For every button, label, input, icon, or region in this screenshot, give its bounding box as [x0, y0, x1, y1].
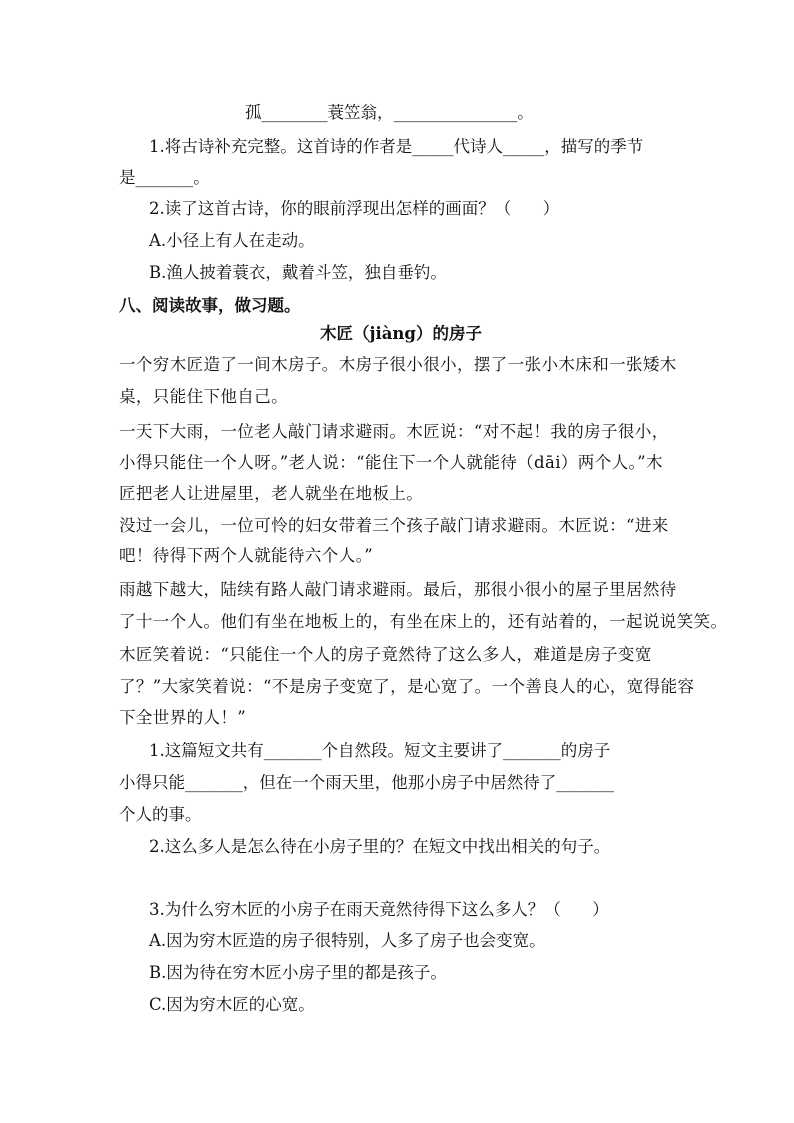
story-p5-line3: 下全世界的人！” — [119, 708, 247, 727]
story-p3-line1: 没过一会儿，一位可怜的妇女带着三个孩子敲门请求避雨。木匠说：“进来 — [119, 516, 669, 535]
section-8-heading: 八、阅读故事，做习题。 — [119, 296, 301, 315]
story-p1-line2: 桌，只能住下他自己。 — [119, 387, 288, 406]
s8-question-1-line1: 1.这篇短文共有_______个自然段。短文主要讲了_______的房子 — [149, 741, 611, 760]
poem-last-line: 孤________蓑笠翁，_______________。 — [245, 103, 534, 122]
s8-option-c: C.因为穷木匠的心宽。 — [149, 995, 315, 1014]
story-p2-line3: 匠把老人让进屋里，老人就坐在地板上。 — [119, 484, 424, 503]
story-p2-line1: 一天下大雨，一位老人敲门请求避雨。木匠说：“对不起！我的房子很小， — [119, 422, 669, 441]
story-p5-line1: 木匠笑着说：“只能住一个人的房子竟然待了这么多人，难道是房子变宽 — [119, 645, 652, 664]
s8-question-2: 2.这么多人是怎么待在小房子里的？在短文中找出相关的句子。 — [149, 837, 611, 856]
s8-question-3: 3.为什么穷木匠的小房子在雨天竟然待得下这么多人？（ ） — [149, 900, 609, 919]
q7-question-2: 2.读了这首古诗，你的眼前浮现出怎样的画面？（ ） — [149, 199, 560, 218]
s8-question-1-line2: 小得只能_______，但在一个雨天里，他那小房子中居然待了_______ — [119, 773, 614, 792]
q7-question-1-line2: 是_______。 — [119, 168, 210, 187]
story-title: 木匠（jiàng）的房子 — [320, 324, 482, 343]
story-p2-line2: 小得只能住一个人呀。”老人说：“能住下一个人就能待（dāi）两个人。”木 — [119, 453, 663, 472]
s8-option-a: A.因为穷木匠造的房子很特别，人多了房子也会变宽。 — [149, 931, 546, 950]
s8-option-b: B.因为待在穷木匠小房子里的都是孩子。 — [149, 963, 447, 982]
s8-question-1-line3: 个人的事。 — [119, 805, 202, 824]
q7-option-b: B.渔人披着蓑衣，戴着斗笠，独自垂钓。 — [149, 263, 447, 282]
story-p5-line2: 了？”大家笑着说：“不是房子变宽了，是心宽了。一个善良人的心，宽得能容 — [119, 677, 695, 696]
story-p1-line1: 一个穷木匠造了一间木房子。木房子很小很小，摆了一张小木床和一张矮木 — [119, 355, 677, 374]
story-p4-line1: 雨越下越大，陆续有路人敲门请求避雨。最后，那很小很小的屋子里居然待 — [119, 580, 677, 599]
story-p4-line2: 了十一个人。他们有坐在地板上的，有坐在床上的，还有站着的，一起说说笑笑。 — [119, 612, 728, 631]
q7-question-1-line1: 1.将古诗补充完整。这首诗的作者是_____代诗人_____，描写的季节 — [149, 137, 644, 156]
story-p3-line2: 吧！待得下两个人就能待六个人。” — [119, 546, 374, 565]
q7-option-a: A.小径上有人在走动。 — [149, 231, 315, 250]
